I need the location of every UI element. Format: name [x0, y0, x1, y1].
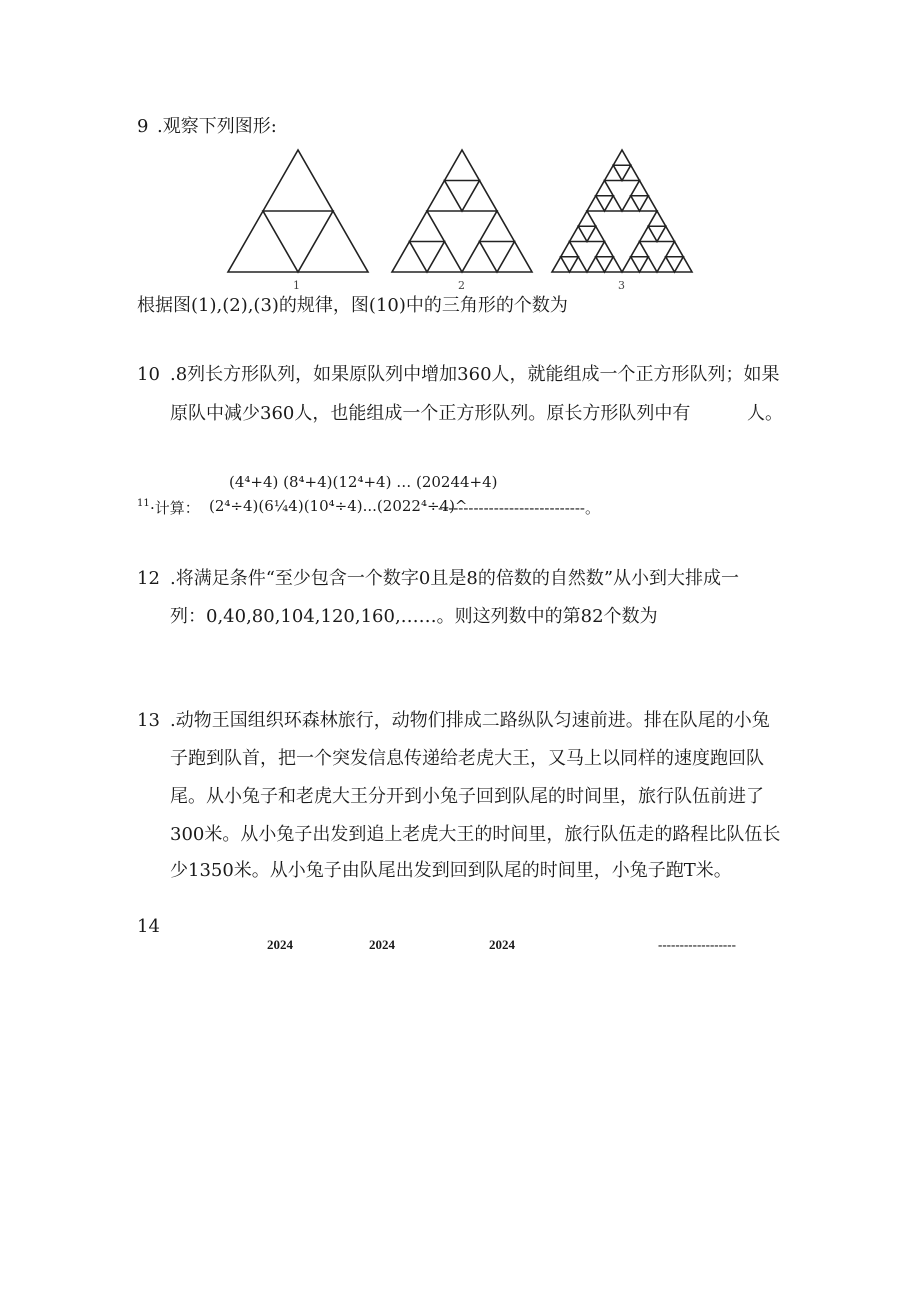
- figure-1-label: 1: [293, 279, 300, 292]
- figure-1: [226, 148, 376, 278]
- q11-label: ·计算：: [150, 499, 200, 517]
- q11-numerator: (4⁴+4) (8⁴+4)(12⁴+4) … (20244+4): [229, 473, 498, 491]
- q10-line2: 原队中减少360人，也能组成一个正方形队列。原长方形队列中有: [170, 403, 691, 424]
- q10-number: 10: [137, 364, 160, 385]
- fig1-inner-triangle: [263, 211, 333, 272]
- q14-answer-blank: ------------------: [658, 937, 736, 952]
- q13-line-3: 尾。从小兔子和老虎大王分开到小兔子回到队尾的时间里，旅行队伍前进了: [170, 786, 764, 807]
- q9-question: 根据图(1),(2),(3)的规律，图(10)中的三角形的个数为: [137, 295, 568, 316]
- q12-line2: 列：0,40,80,104,120,160,……。则这列数中的第82个数为: [170, 606, 658, 627]
- q13-line-4: 300米。从小兔子出发到追上老虎大王的时间里，旅行队伍走的路程比队伍长: [170, 824, 781, 845]
- figure-3-label: 3: [618, 279, 625, 292]
- q11-number: 11: [137, 498, 150, 509]
- q9-prompt: .观察下列图形:: [157, 116, 277, 137]
- q12-number: 12: [137, 568, 160, 589]
- q12-line1: .将满足条件“至少包含一个数字0且是8的倍数的自然数”从小到大排成一: [170, 568, 740, 589]
- q13-number: 13: [137, 710, 160, 731]
- q9-number: 9: [137, 116, 149, 137]
- q13-line-5: 少1350米。从小兔子由队尾出发到回到队尾的时间里，小兔子跑T米。: [170, 860, 732, 881]
- q11-denominator: (2⁴÷4)(6¼4)(10⁴÷4)...(2022⁴÷4)^: [209, 497, 468, 515]
- figure-3: [550, 148, 700, 278]
- q13-line-1: .动物王国组织环森林旅行，动物们排成二路纵队匀速前进。排在队尾的小兔: [170, 710, 770, 731]
- q14-number: 14: [137, 916, 160, 937]
- q14-value-3: 2024: [489, 937, 515, 952]
- q13-line-2: 子跑到队首，把一个突发信息传递给老虎大王，又马上以同样的速度跑回队: [170, 748, 764, 769]
- q10-unit: 人。: [747, 403, 783, 424]
- q10-line1: .8列长方形队列，如果原队列中增加360人，就能组成一个正方形队列；如果: [170, 364, 780, 385]
- q14-value-1: 2024: [267, 937, 293, 952]
- figure-2: [390, 148, 540, 278]
- q14-value-2: 2024: [369, 937, 395, 952]
- q11-answer-blank: -----------------------------。: [438, 499, 600, 517]
- figure-2-label: 2: [458, 279, 465, 292]
